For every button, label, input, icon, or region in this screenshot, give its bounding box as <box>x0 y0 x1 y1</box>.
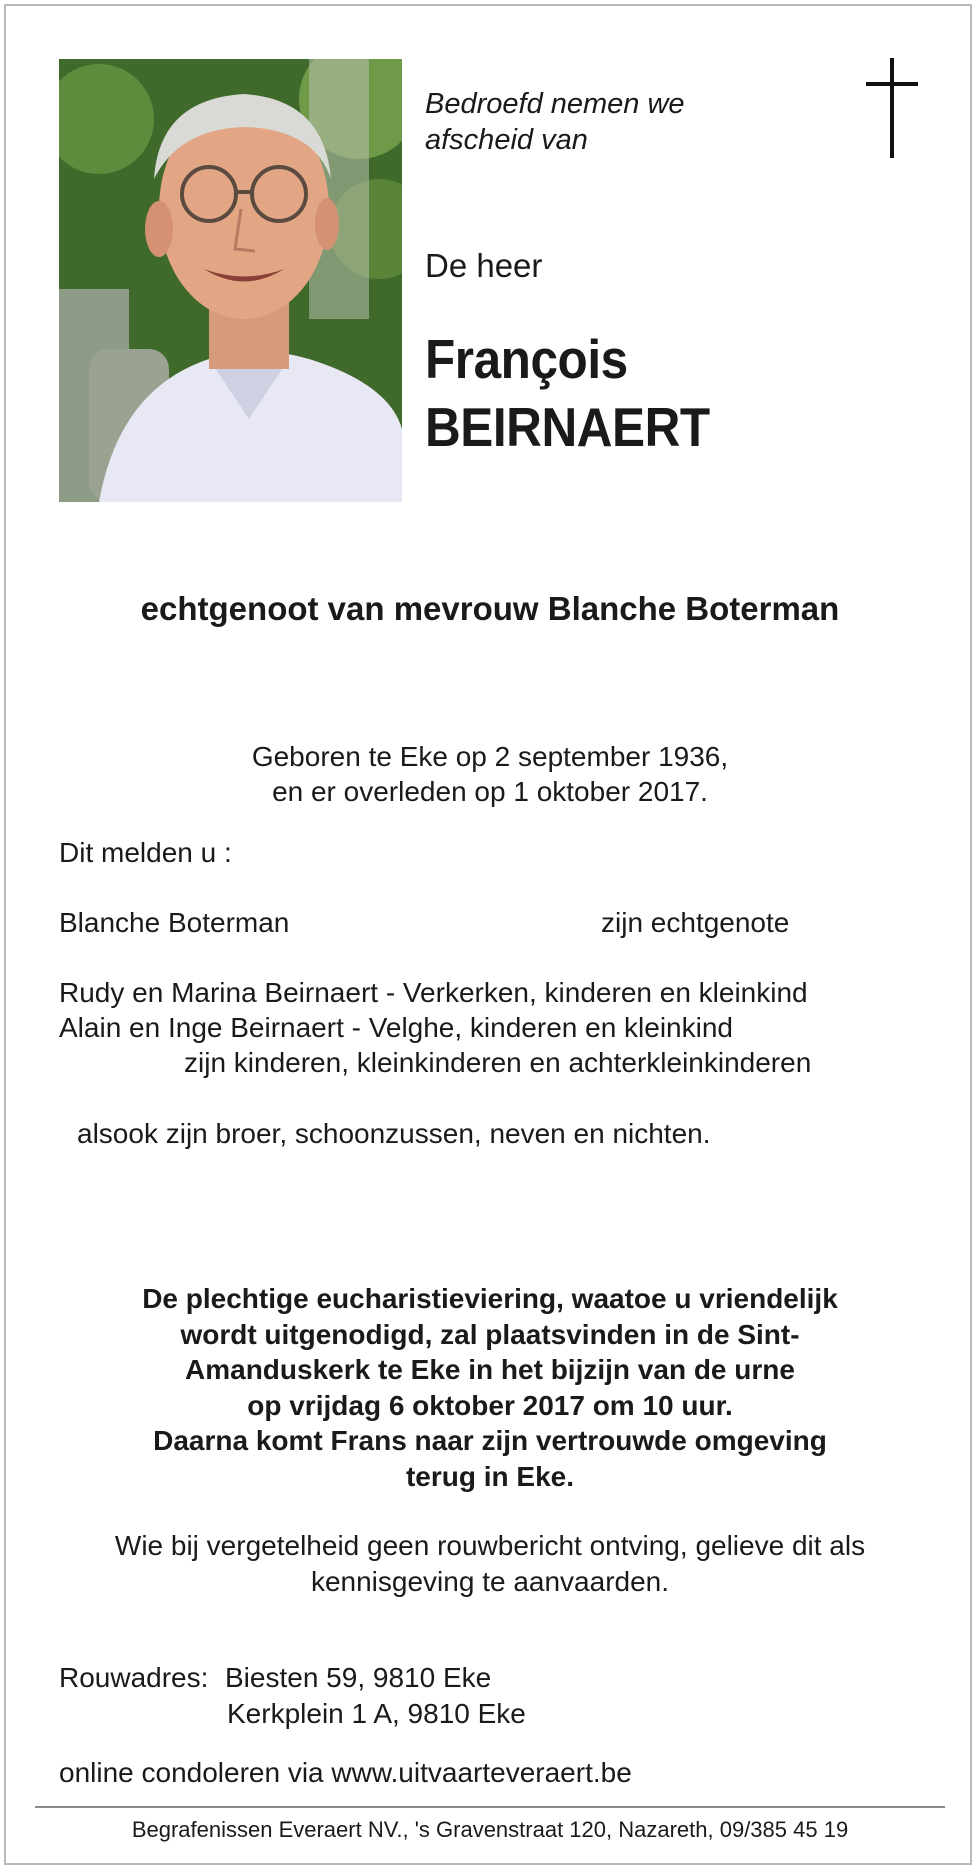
footer-divider <box>35 1806 945 1808</box>
service-line: wordt uitgenodigd, zal plaatsvinden in de Sint- <box>180 1318 800 1350</box>
service-line: De plechtige eucharistieviering, waatoe u vriendelijk <box>142 1283 838 1314</box>
funeral-home-footer: Begrafenissen Everaert NV., 's Gravenstraat 120, Nazareth, 09/385 45 19 <box>131 1817 849 1842</box>
online-condolence: online condoleren via www.uitvaarteveraert.be <box>59 1757 632 1788</box>
last-name: BEIRNAERT <box>425 396 710 458</box>
spouse-line: echtgenoot van mevrouw Blanche Boterman <box>140 590 840 627</box>
portrait-photo <box>59 59 402 502</box>
notice-line: Wie bij vergetelheid geen rouwbericht ontving, gelieve dit als <box>114 1530 866 1561</box>
family-line-1: Rudy en Marina Beirnaert - Verkerken, kinderen en kleinkind <box>59 977 808 1008</box>
family-line-2: Alain en Inge Beirnaert - Velghe, kinderen en kleinkind <box>59 1012 733 1043</box>
address-label: Rouwadres: <box>59 1662 209 1693</box>
service-line: op vrijdag 6 oktober 2017 om 10 uur. <box>247 1389 733 1421</box>
death-line: en er overleden op 1 oktober 2017. <box>272 776 708 807</box>
family-descendants: zijn kinderen, kleinkinderen en achterkleinkinderen <box>184 1047 812 1078</box>
birth-line: Geboren te Eke op 2 september 1936, <box>251 741 729 772</box>
spouse-name: Blanche Boterman <box>59 907 290 938</box>
first-name: François <box>425 328 628 390</box>
cross-icon <box>862 58 922 158</box>
service-line: Daarna komt Frans naar zijn vertrouwde omgeving <box>153 1425 827 1456</box>
deceased-name <box>425 325 710 461</box>
service-line: Amanduskerk te Eke in het bijzijn van de urne <box>185 1354 795 1385</box>
birth-death-info <box>0 739 980 809</box>
address-line-2: Kerkplein 1 A, 9810 Eke <box>227 1698 526 1729</box>
intro-text: Bedroefd nemen we afscheid van <box>425 88 685 156</box>
salutation: De heer <box>425 247 543 284</box>
address-line-1: Biesten 59, 9810 Eke <box>225 1662 492 1693</box>
service-line: terug in Eke. <box>405 1460 575 1492</box>
notice-line: kennisgeving te aanvaarden. <box>310 1566 670 1597</box>
notice-text <box>40 1528 940 1600</box>
announce-intro: Dit melden u : <box>59 837 232 868</box>
portrait-illustration <box>59 59 402 502</box>
spouse-role: zijn echtgenote <box>601 907 790 938</box>
family-others: alsook zijn broer, schoonzussen, neven en nichten. <box>77 1118 711 1149</box>
service-info <box>40 1281 940 1494</box>
